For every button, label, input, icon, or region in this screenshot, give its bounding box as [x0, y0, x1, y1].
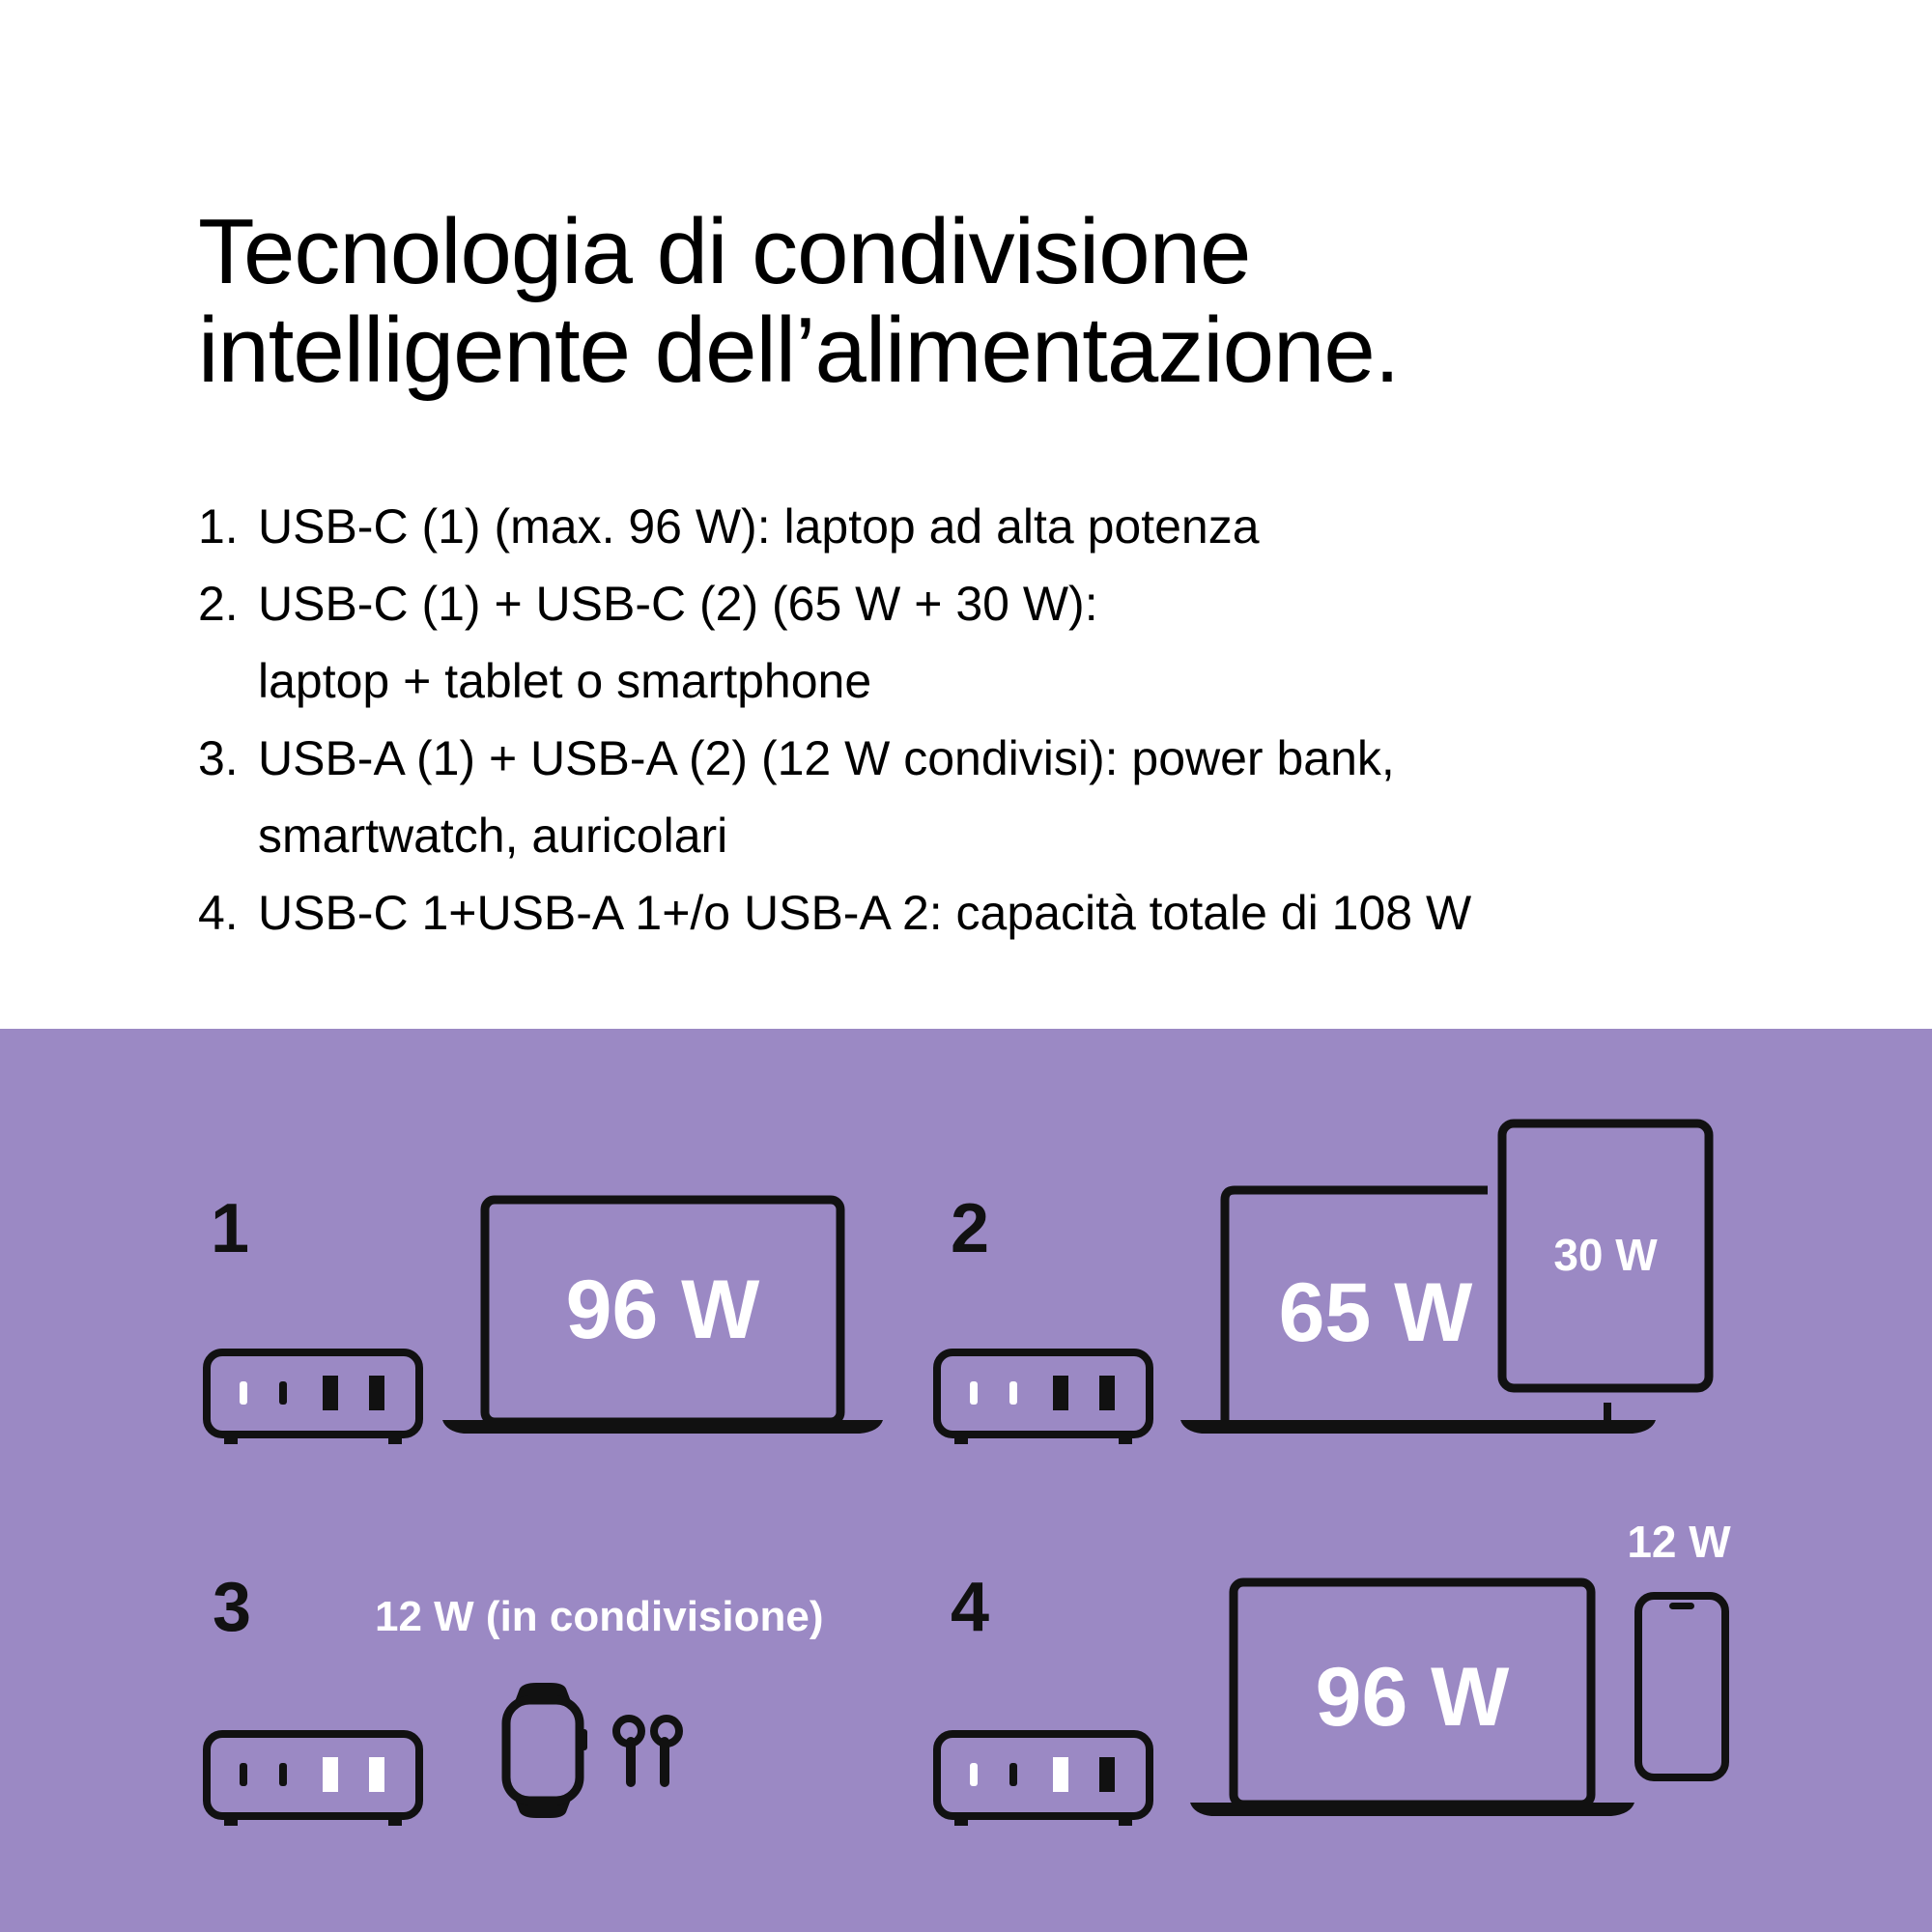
list-text: USB-C 1+USB-A 1+/o USB-A 2: capacità totale di 108 W	[258, 886, 1472, 940]
diagram-svg	[0, 1029, 1932, 1932]
list-text: USB-C (1) (max. 96 W): laptop ad alta potenza	[258, 499, 1260, 554]
scenario-4-laptop-label: 96 W	[1315, 1651, 1510, 1744]
scenario-number-2: 2	[951, 1190, 990, 1267]
scenario-number-3: 3	[213, 1569, 252, 1646]
list-item	[198, 874, 1840, 952]
list-number: 1.	[198, 499, 239, 554]
panel-background	[0, 1029, 1932, 1932]
title-line-1: Tecnologia di condivisione	[198, 200, 1251, 303]
feature-list	[198, 488, 1840, 952]
list-number: 2.	[198, 577, 239, 631]
scenario-number-4: 4	[951, 1569, 990, 1646]
scenario-1-laptop-label: 96 W	[565, 1264, 760, 1356]
list-number: 4.	[198, 886, 239, 940]
scenario-4-phone-label: 12 W	[1627, 1517, 1731, 1567]
page-title	[198, 200, 1840, 402]
list-text: smartwatch, auricolari	[258, 809, 728, 863]
list-text: USB-C (1) + USB-C (2) (65 W + 30 W):	[258, 577, 1098, 631]
scenario-number-1: 1	[211, 1190, 250, 1267]
scenario-3-shared-label: 12 W (in condivisione)	[375, 1593, 824, 1640]
list-item	[198, 488, 1840, 565]
title-line-2: intelligente dell’alimentazione.	[198, 298, 1400, 402]
list-text: laptop + tablet o smartphone	[258, 654, 872, 708]
list-item	[198, 565, 1840, 720]
list-text: USB-A (1) + USB-A (2) (12 W condivisi): power bank,	[258, 731, 1395, 785]
scenario-2-laptop-label: 65 W	[1278, 1266, 1473, 1359]
scenario-2-tablet-label: 30 W	[1553, 1230, 1658, 1280]
list-item	[198, 720, 1840, 874]
list-number: 3.	[198, 731, 239, 785]
diagram-panel	[0, 1029, 1932, 1932]
